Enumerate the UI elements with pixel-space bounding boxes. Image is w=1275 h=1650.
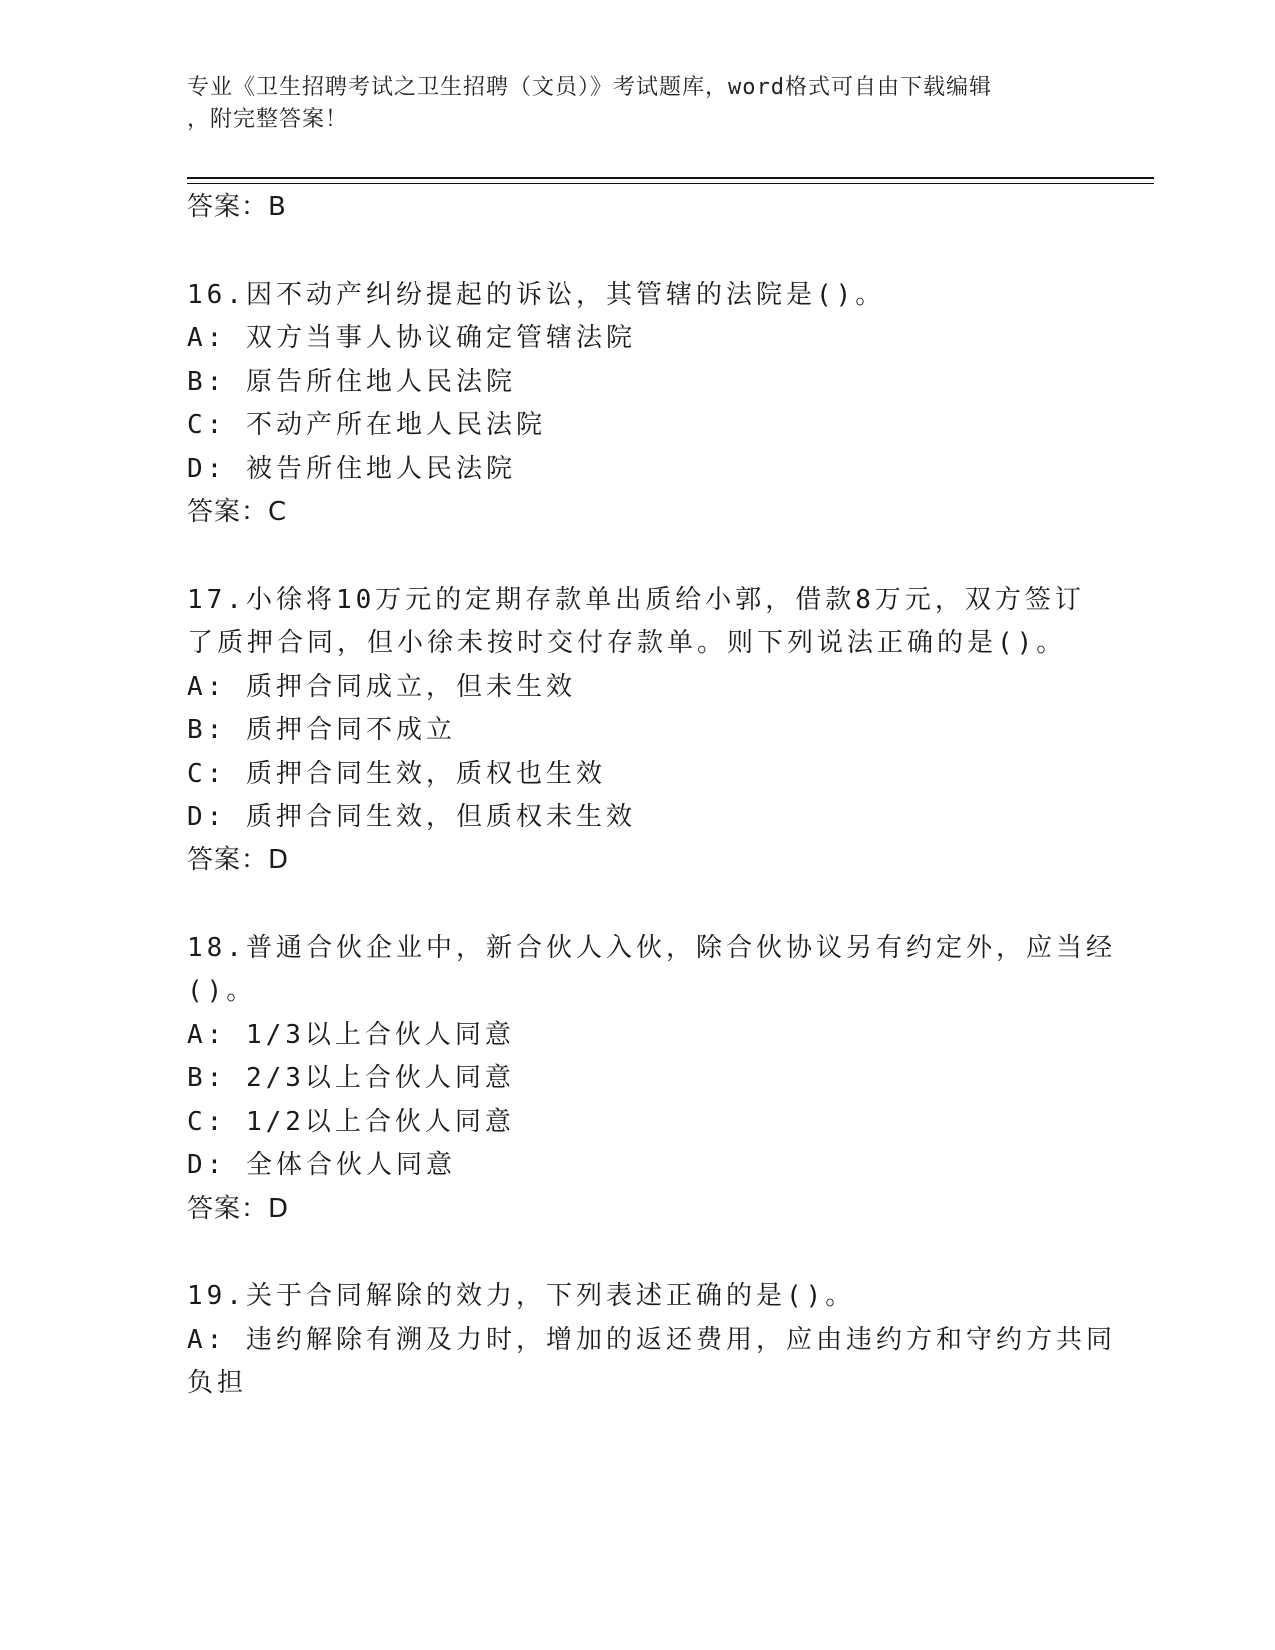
question-17-option-b: B: 质押合同不成立 [187, 715, 456, 745]
question-19-option-a-line-2: 负担 [187, 1368, 248, 1398]
question-16-option-b: B: 原告所住地人民法院 [187, 367, 516, 397]
question-19-option-a-line-1: A: 违约解除有溯及力时，增加的返还费用，应由违约方和守约方共同 [187, 1325, 1116, 1355]
header-line-1: 专业《卫生招聘考试之卫生招聘（文员）》考试题库，word格式可自由下载编辑 [187, 75, 992, 100]
question-18-option-c: C: 1/2以上合伙人同意 [187, 1107, 515, 1137]
question-17-option-a: A: 质押合同成立，但未生效 [187, 672, 576, 702]
header-line-2: ，附完整答案！ [187, 107, 349, 132]
question-16-answer: 答案：C [187, 497, 288, 527]
question-16-option-a: A: 双方当事人协议确定管辖法院 [187, 323, 636, 353]
question-17-stem-line-2: 了质押合同，但小徐未按时交付存款单。则下列说法正确的是()。 [187, 628, 1067, 658]
question-16-stem: 16.因不动产纠纷提起的诉讼，其管辖的法院是()。 [187, 280, 886, 310]
question-17-option-d: D: 质押合同生效，但质权未生效 [187, 802, 636, 832]
question-18-option-a: A: 1/3以上合伙人同意 [187, 1020, 515, 1050]
answer-line: 答案：B [187, 192, 287, 222]
question-16-option-c: C: 不动产所在地人民法院 [187, 410, 546, 440]
question-17-option-c: C: 质押合同生效，质权也生效 [187, 759, 606, 789]
question-17-answer: 答案：D [187, 845, 290, 875]
question-18-stem-line-1: 18.普通合伙企业中，新合伙人入伙，除合伙协议另有约定外，应当经 [187, 933, 1116, 963]
header-rule-thick [187, 177, 1154, 179]
header-rule-thin [187, 183, 1154, 184]
question-18-option-b: B: 2/3以上合伙人同意 [187, 1063, 515, 1093]
document-header [187, 72, 1067, 136]
question-16-option-d: D: 被告所住地人民法院 [187, 454, 516, 484]
question-18-option-d: D: 全体合伙人同意 [187, 1150, 456, 1180]
question-19-stem: 19.关于合同解除的效力，下列表述正确的是()。 [187, 1281, 856, 1311]
question-18-answer: 答案：D [187, 1194, 290, 1224]
question-17-stem-line-1: 17.小徐将10万元的定期存款单出质给小郭，借款8万元，双方签订 [187, 585, 1085, 615]
question-18-stem-line-2: ()。 [187, 976, 257, 1006]
